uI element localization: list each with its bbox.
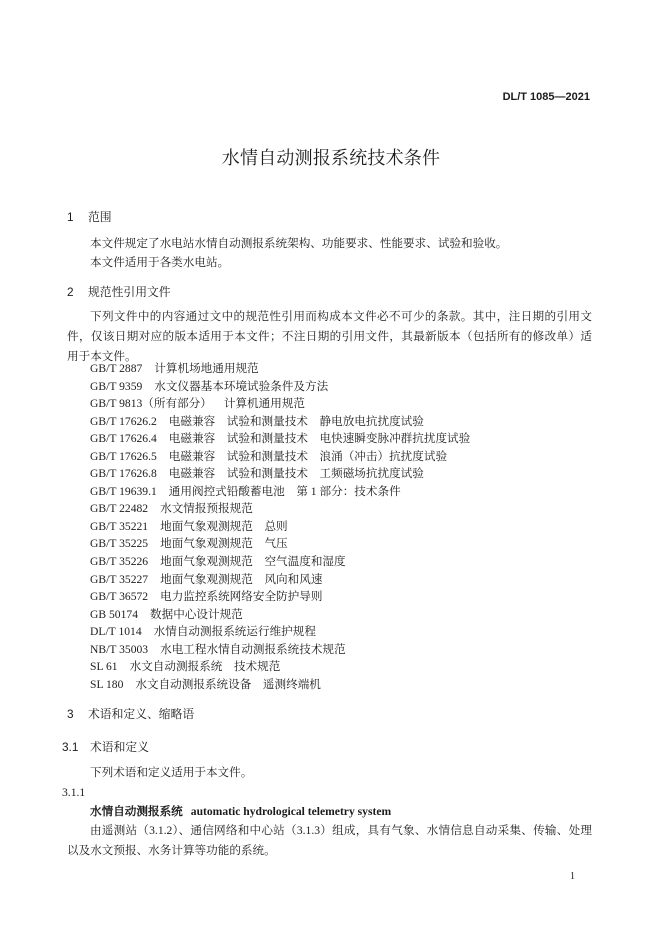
- section-title: 术语和定义、缩略语: [88, 707, 195, 721]
- subsection-number: 3.1: [62, 740, 79, 754]
- reference-code: GB/T 35227: [90, 572, 149, 586]
- reference-title: 电磁兼容 试验和测量技术 电快速瞬变脉冲群抗扰度试验: [168, 432, 471, 446]
- reference-title: 水电工程水情自动测报系统技术规范: [160, 642, 346, 656]
- reference-title: 地面气象观测规范 风向和风速: [160, 572, 323, 586]
- section-number: 2: [67, 285, 74, 299]
- reference-item: [90, 430, 470, 448]
- reference-title: 电磁兼容 试验和测量技术 浪涌（冲击）抗扰度试验: [168, 449, 448, 463]
- reference-item: [90, 571, 470, 589]
- reference-item: [90, 413, 470, 431]
- reference-code: GB/T 35221: [90, 519, 149, 533]
- reference-title: 地面气象观测规范 总则: [160, 519, 288, 533]
- term-number: 3.1.1: [62, 786, 86, 799]
- reference-title: 水文自动测报系统设备 遥测终端机: [135, 677, 321, 691]
- reference-item: [90, 658, 470, 676]
- term-definition-line: 以及水文预报、水务计算等功能的系统。: [67, 844, 276, 857]
- reference-item: [90, 606, 470, 624]
- reference-item: [90, 395, 470, 413]
- page-title: 水情自动测报系统技术条件: [221, 148, 441, 168]
- reference-item: [90, 553, 470, 571]
- document-code: DL/T 1085—2021: [502, 91, 590, 103]
- section-3-heading: [67, 706, 194, 722]
- reference-code: GB/T 17626.8: [90, 467, 157, 481]
- reference-item: [90, 518, 470, 536]
- reference-item: [90, 465, 470, 483]
- reference-code: NB/T 35003: [90, 642, 149, 656]
- reference-title: 计算机通用规范: [223, 397, 306, 411]
- reference-title: 电磁兼容 试验和测量技术 工频磁场抗扰度试验: [168, 467, 424, 481]
- reference-item: [90, 676, 470, 694]
- reference-title: 水文情报预报规范: [160, 502, 253, 516]
- reference-title: 水情自动测报系统运行维护规程: [153, 625, 316, 639]
- reference-item: [90, 378, 470, 396]
- section-2-heading: [67, 284, 171, 300]
- reference-title: 水文仪器基本环境试验条件及方法: [154, 379, 329, 393]
- section-number: 1: [67, 210, 74, 224]
- page-number: 1: [570, 871, 575, 882]
- reference-title: 数据中心设计规范: [150, 607, 243, 621]
- reference-code: GB/T 17626.4: [90, 432, 157, 446]
- term-name-en: automatic hydrological telemetry system: [190, 805, 392, 818]
- reference-title: 地面气象观测规范 气压: [160, 537, 288, 551]
- reference-title: 水文自动测报系统 技术规范: [129, 660, 281, 674]
- reference-code: GB/T 9813（所有部分）: [90, 397, 212, 411]
- reference-title: 电力监控系统网络安全防护导则: [160, 590, 323, 604]
- reference-code: GB/T 36572: [90, 590, 149, 604]
- reference-code: GB/T 35225: [90, 537, 149, 551]
- section-1-paragraph: 本文件适用于各类水电站。: [90, 256, 230, 269]
- reference-code: GB/T 17626.5: [90, 449, 157, 463]
- section-title: 规范性引用文件: [88, 285, 171, 299]
- reference-code: DL/T 1014: [90, 625, 142, 639]
- section-number: 3: [67, 707, 74, 721]
- term-name-cn: 水情自动测报系统: [90, 805, 183, 818]
- section-title: 范围: [88, 210, 112, 224]
- reference-item: [90, 623, 470, 641]
- term-name: [90, 804, 391, 820]
- reference-code: GB/T 35226: [90, 555, 149, 569]
- reference-item: [90, 641, 470, 659]
- reference-code: GB/T 2887: [90, 362, 143, 375]
- term-definition-line: 由遥测站（3.1.2）、通信网络和中心站（3.1.3）组成，具有气象、水情信息自动采集、传输、处理: [90, 824, 592, 837]
- section-2-intro-line: 件，仅该日期对应的版本适用于本文件；不注日期的引用文件，其最新版本（包括所有的修改单）适: [67, 330, 592, 343]
- reference-title: 地面气象观测规范 空气温度和湿度: [160, 555, 346, 569]
- reference-item: [90, 588, 470, 606]
- reference-code: GB/T 17626.2: [90, 414, 157, 428]
- reference-item: [90, 535, 470, 553]
- subsection-title: 术语和定义: [90, 740, 149, 754]
- reference-code: SL 180: [90, 677, 124, 691]
- reference-item: [90, 448, 470, 466]
- reference-code: SL 61: [90, 660, 118, 674]
- subsection-3-1-heading: [62, 739, 149, 755]
- reference-item: [90, 500, 470, 518]
- reference-code: GB/T 22482: [90, 502, 149, 516]
- section-1-paragraph: 本文件规定了水电站水情自动测报系统架构、功能要求、性能要求、试验和验收。: [90, 237, 508, 250]
- reference-title: 通用阀控式铅酸蓄电池 第 1 部分：技术条件: [168, 484, 401, 498]
- reference-code: GB/T 9359: [90, 379, 143, 393]
- section-1-heading: [67, 209, 112, 225]
- reference-item: [90, 360, 470, 378]
- section-2-intro-line: 下列文件中的内容通过文中的规范性引用而构成本文件必不可少的条款。其中，注日期的引用文: [90, 310, 592, 323]
- reference-list: [90, 360, 470, 693]
- section-2-intro-line: 用于本文件。: [67, 350, 137, 363]
- subsection-3-1-intro: 下列术语和定义适用于本文件。: [90, 766, 253, 779]
- reference-title: 计算机场地通用规范: [154, 362, 259, 375]
- reference-item: [90, 483, 470, 501]
- reference-code: GB/T 19639.1: [90, 484, 157, 498]
- reference-title: 电磁兼容 试验和测量技术 静电放电抗扰度试验: [168, 414, 424, 428]
- reference-code: GB 50174: [90, 607, 138, 621]
